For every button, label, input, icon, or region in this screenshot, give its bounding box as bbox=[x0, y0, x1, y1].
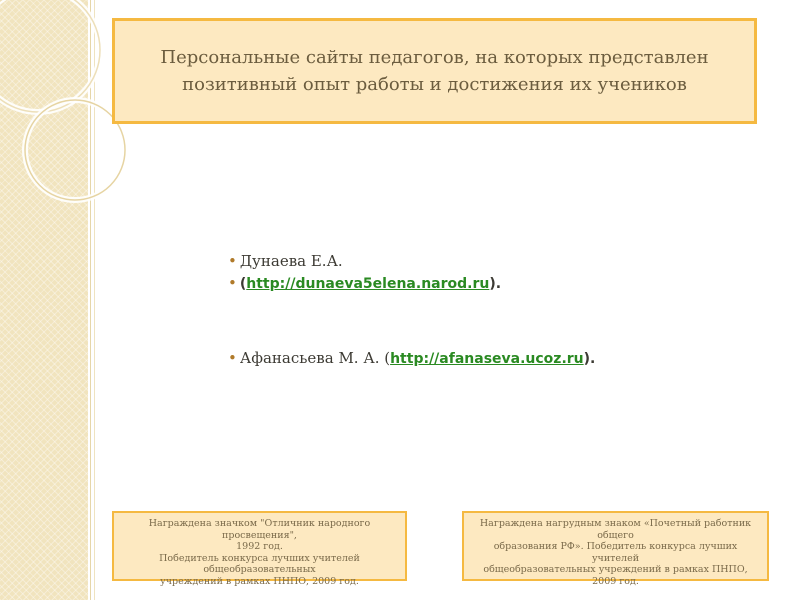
award-text-line: Награждена нагрудным знаком «Почетный работник общего bbox=[479, 518, 752, 541]
teacher-list bbox=[228, 250, 768, 370]
link-paren-close: ). bbox=[583, 351, 596, 367]
title-box bbox=[112, 18, 757, 124]
page-title bbox=[135, 44, 734, 98]
award-text-line: Победитель конкурса лучших учителей общеобразовательных bbox=[159, 552, 360, 575]
bullet-icon: • bbox=[228, 274, 237, 292]
title-line-1: Персональные сайты педагогов, на которых представлен bbox=[160, 47, 709, 68]
award-box-afanaseva bbox=[462, 511, 769, 587]
dunaeva-site-link[interactable]: http://dunaeva5elena.narod.ru bbox=[246, 276, 490, 292]
title-line-2: позитивный опыт работы и достижения их учеников bbox=[182, 74, 687, 95]
award-text-line: общеобразовательных учреждений в рамках ПНПО, 2009 год. bbox=[483, 564, 748, 587]
list-item bbox=[228, 250, 768, 272]
bullet-icon: • bbox=[228, 349, 237, 367]
afanaseva-site-link[interactable]: http://afanaseva.ucoz.ru bbox=[390, 351, 584, 367]
award-text-line: 1992 год. bbox=[236, 541, 283, 552]
spacer bbox=[228, 295, 768, 347]
bullet-icon: • bbox=[228, 252, 237, 270]
teacher-name-afanaseva: Афанасьева М. А. ( bbox=[239, 349, 391, 367]
link-paren-open: ( bbox=[239, 276, 247, 292]
award-text-line: Награждена значком "Отличник народного просвещения", bbox=[148, 518, 371, 541]
list-item bbox=[228, 347, 768, 370]
link-paren-close: ). bbox=[489, 276, 502, 292]
teacher-name-dunaeva: Дунаева Е.А. bbox=[239, 252, 343, 270]
award-box-dunaeva bbox=[112, 511, 407, 587]
list-item bbox=[228, 272, 768, 295]
award-text-line: учреждений в рамках ПНПО, 2009 год. bbox=[160, 575, 359, 587]
award-text-line: образования РФ». Победитель конкурса лучших учителей bbox=[493, 541, 738, 564]
